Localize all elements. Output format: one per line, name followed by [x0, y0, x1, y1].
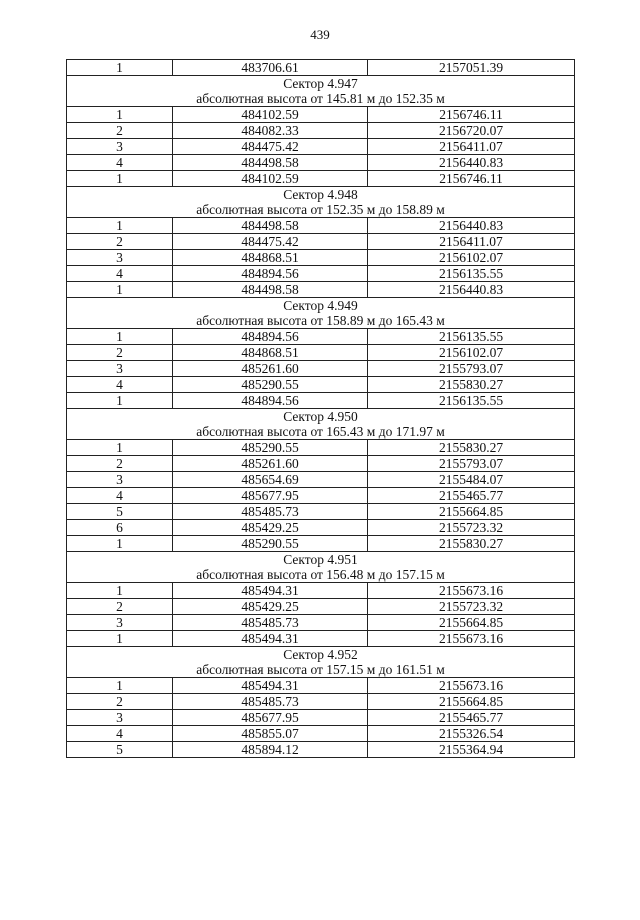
page-number: 439: [310, 27, 330, 42]
table-row: [67, 218, 575, 234]
table-row: [67, 710, 575, 726]
coordinate-x-cell: 485894.12: [173, 742, 368, 758]
point-number-cell: 3: [67, 710, 173, 726]
point-number-cell: 2: [67, 599, 173, 615]
coordinate-y-cell: 2155664.85: [368, 694, 575, 710]
coordinate-y-cell: 2155673.16: [368, 678, 575, 694]
coordinate-x-cell: 484082.33: [173, 123, 368, 139]
coordinate-y-cell: 2155465.77: [368, 710, 575, 726]
point-number-cell: 1: [67, 171, 173, 187]
coordinate-y-cell: 2155326.54: [368, 726, 575, 742]
table-row: [67, 615, 575, 631]
table-row: [67, 440, 575, 456]
point-number-cell: 1: [67, 282, 173, 298]
coordinate-x-cell: 485677.95: [173, 488, 368, 504]
coordinate-x-cell: 484498.58: [173, 155, 368, 171]
coordinate-x-cell: 485290.55: [173, 377, 368, 393]
point-number-cell: 1: [67, 536, 173, 552]
sector-altitude-row: [67, 202, 575, 218]
coordinates-table: [66, 59, 575, 758]
coordinate-x-cell: 485485.73: [173, 694, 368, 710]
coordinate-x-cell: 485429.25: [173, 520, 368, 536]
point-number-cell: 5: [67, 742, 173, 758]
point-number-cell: 1: [67, 583, 173, 599]
sector-altitude-row: [67, 313, 575, 329]
sector-altitude-row: [67, 424, 575, 440]
coordinate-x-cell: 484868.51: [173, 345, 368, 361]
coordinate-x-cell: 485494.31: [173, 631, 368, 647]
coordinate-y-cell: 2155673.16: [368, 631, 575, 647]
point-number-cell: 1: [67, 678, 173, 694]
coordinate-y-cell: 2156746.11: [368, 171, 575, 187]
coordinate-y-cell: 2156746.11: [368, 107, 575, 123]
coordinate-y-cell: 2155723.32: [368, 599, 575, 615]
coordinate-x-cell: 484498.58: [173, 218, 368, 234]
coordinate-x-cell: 484868.51: [173, 250, 368, 266]
coordinate-x-cell: 485429.25: [173, 599, 368, 615]
coordinate-x-cell: 485494.31: [173, 678, 368, 694]
coordinate-y-cell: 2156411.07: [368, 139, 575, 155]
sector-altitude: абсолютная высота от 145.81 м до 152.35 м: [67, 91, 575, 107]
sector-altitude: абсолютная высота от 152.35 м до 158.89 м: [67, 202, 575, 218]
table-row: [67, 171, 575, 187]
table-row: [67, 520, 575, 536]
point-number-cell: 3: [67, 472, 173, 488]
coordinate-y-cell: 2156102.07: [368, 250, 575, 266]
coordinate-x-cell: 485261.60: [173, 456, 368, 472]
table-row: [67, 488, 575, 504]
table-row: [67, 583, 575, 599]
point-number-cell: 1: [67, 218, 173, 234]
point-number-cell: 1: [67, 107, 173, 123]
coordinate-y-cell: 2156411.07: [368, 234, 575, 250]
table-row: [67, 377, 575, 393]
point-number-cell: 3: [67, 250, 173, 266]
point-number-cell: 3: [67, 361, 173, 377]
table-row: [67, 456, 575, 472]
coordinate-y-cell: 2155484.07: [368, 472, 575, 488]
coordinate-x-cell: 484894.56: [173, 329, 368, 345]
coordinate-x-cell: 484894.56: [173, 266, 368, 282]
point-number-cell: 1: [67, 329, 173, 345]
coordinate-x-cell: 484102.59: [173, 107, 368, 123]
coordinate-x-cell: 484475.42: [173, 139, 368, 155]
point-number-cell: 5: [67, 504, 173, 520]
coordinate-y-cell: 2155465.77: [368, 488, 575, 504]
table-row: [67, 472, 575, 488]
coordinate-y-cell: 2156135.55: [368, 329, 575, 345]
sector-heading-row: [67, 187, 575, 203]
coordinate-x-cell: 485261.60: [173, 361, 368, 377]
coordinate-y-cell: 2156720.07: [368, 123, 575, 139]
coordinate-x-cell: 484475.42: [173, 234, 368, 250]
sector-title: Сектор 4.949: [67, 298, 575, 314]
point-number-cell: 1: [67, 631, 173, 647]
table-row: [67, 536, 575, 552]
coordinate-x-cell: 485855.07: [173, 726, 368, 742]
sector-heading-row: [67, 409, 575, 425]
sector-altitude: абсолютная высота от 165.43 м до 171.97 м: [67, 424, 575, 440]
table-row: [67, 123, 575, 139]
table-row: [67, 155, 575, 171]
table-row: [67, 234, 575, 250]
sector-heading-row: [67, 76, 575, 92]
table-row: [67, 139, 575, 155]
sector-altitude: абсолютная высота от 158.89 м до 165.43 м: [67, 313, 575, 329]
table-row: [67, 742, 575, 758]
point-number-cell: 2: [67, 456, 173, 472]
table-row: [67, 266, 575, 282]
sector-title: Сектор 4.952: [67, 647, 575, 663]
table-row: [67, 393, 575, 409]
point-number-cell: 4: [67, 266, 173, 282]
coordinate-x-cell: 484894.56: [173, 393, 368, 409]
sector-altitude: абсолютная высота от 156.48 м до 157.15 м: [67, 567, 575, 583]
coordinate-x-cell: 484102.59: [173, 171, 368, 187]
table-row: [67, 694, 575, 710]
point-number-cell: 1: [67, 60, 173, 76]
coordinate-x-cell: 485290.55: [173, 440, 368, 456]
coordinate-x-cell: 484498.58: [173, 282, 368, 298]
coordinate-x-cell: 485485.73: [173, 504, 368, 520]
point-number-cell: 6: [67, 520, 173, 536]
coordinate-y-cell: 2156135.55: [368, 393, 575, 409]
coordinate-y-cell: 2155673.16: [368, 583, 575, 599]
coordinate-y-cell: 2155793.07: [368, 456, 575, 472]
sector-title: Сектор 4.951: [67, 552, 575, 568]
sector-altitude-row: [67, 91, 575, 107]
point-number-cell: 4: [67, 726, 173, 742]
coordinate-y-cell: 2156102.07: [368, 345, 575, 361]
table-row: [67, 107, 575, 123]
coordinate-x-cell: 485485.73: [173, 615, 368, 631]
table-row: [67, 345, 575, 361]
table-row: [67, 60, 575, 76]
point-number-cell: 2: [67, 123, 173, 139]
table-row: [67, 678, 575, 694]
coordinate-y-cell: 2156440.83: [368, 282, 575, 298]
point-number-cell: 3: [67, 139, 173, 155]
coordinate-x-cell: 485290.55: [173, 536, 368, 552]
coordinate-y-cell: 2157051.39: [368, 60, 575, 76]
point-number-cell: 3: [67, 615, 173, 631]
table-row: [67, 250, 575, 266]
coordinate-y-cell: 2155664.85: [368, 615, 575, 631]
coordinate-y-cell: 2155793.07: [368, 361, 575, 377]
coordinates-table-body: [67, 60, 575, 758]
point-number-cell: 2: [67, 694, 173, 710]
point-number-cell: 1: [67, 393, 173, 409]
sector-heading-row: [67, 552, 575, 568]
sector-title: Сектор 4.948: [67, 187, 575, 203]
table-row: [67, 282, 575, 298]
coordinate-y-cell: 2155664.85: [368, 504, 575, 520]
coordinate-y-cell: 2155723.32: [368, 520, 575, 536]
table-row: [67, 361, 575, 377]
table-row: [67, 599, 575, 615]
sector-heading-row: [67, 298, 575, 314]
sector-title: Сектор 4.950: [67, 409, 575, 425]
coordinate-y-cell: 2155830.27: [368, 536, 575, 552]
coordinate-x-cell: 483706.61: [173, 60, 368, 76]
sector-altitude: абсолютная высота от 157.15 м до 161.51 м: [67, 662, 575, 678]
coordinate-y-cell: 2156440.83: [368, 155, 575, 171]
coordinate-y-cell: 2155830.27: [368, 377, 575, 393]
sector-altitude-row: [67, 567, 575, 583]
coordinate-x-cell: 485494.31: [173, 583, 368, 599]
table-row: [67, 504, 575, 520]
sector-title: Сектор 4.947: [67, 76, 575, 92]
coordinate-y-cell: 2155830.27: [368, 440, 575, 456]
sector-altitude-row: [67, 662, 575, 678]
coordinate-x-cell: 485654.69: [173, 472, 368, 488]
coordinate-y-cell: 2155364.94: [368, 742, 575, 758]
point-number-cell: 4: [67, 377, 173, 393]
point-number-cell: 4: [67, 488, 173, 504]
coordinate-x-cell: 485677.95: [173, 710, 368, 726]
coordinate-y-cell: 2156440.83: [368, 218, 575, 234]
point-number-cell: 1: [67, 440, 173, 456]
table-row: [67, 329, 575, 345]
table-row: [67, 726, 575, 742]
point-number-cell: 2: [67, 345, 173, 361]
point-number-cell: 2: [67, 234, 173, 250]
coordinate-y-cell: 2156135.55: [368, 266, 575, 282]
point-number-cell: 4: [67, 155, 173, 171]
sector-heading-row: [67, 647, 575, 663]
table-row: [67, 631, 575, 647]
